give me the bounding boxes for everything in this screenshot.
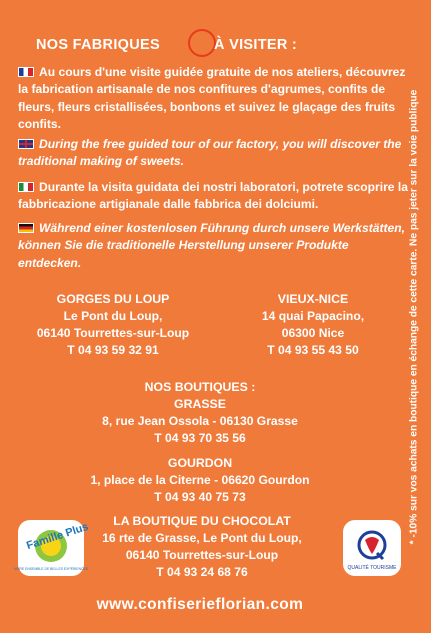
factory-address-line2: 06300 Nice — [281, 326, 345, 340]
shop-gourdon — [40, 455, 360, 506]
shop-grasse — [40, 379, 360, 447]
factory-gorges-du-loup — [18, 291, 208, 359]
famille-plus-subtitle: VIVRE ENSEMBLE DE BELLES EXPÉRIENCES — [13, 567, 89, 571]
shop-address-line2: 06140 Tourrettes-sur-Loup — [125, 548, 279, 562]
shop-address: 1, place de la Citerne - 06620 Gourdon — [90, 473, 310, 487]
qualite-title: QUALITÉ TOURISME — [347, 565, 397, 571]
paragraph-en — [18, 136, 410, 171]
factory-address-line1: Le Pont du Loup, — [63, 309, 163, 323]
text-de: Während einer kostenlosen Führung durch unsere Werkstätten, können Sie die traditionelle Herstellung unserer Produkte entdecken. — [18, 221, 406, 270]
text-it: Durante la visita guidata dei nostri laboratori, potrete scoprire la fabbricazione artigianale dalle fabbrica dei dolciumi. — [18, 180, 408, 212]
qualite-tourisme-logo-graphic — [343, 520, 401, 576]
paragraph-de — [18, 220, 410, 272]
germany-flag-icon — [18, 223, 34, 233]
shop-chocolat — [80, 513, 324, 581]
heading-fabriques: NOS FABRIQUES — [36, 37, 160, 53]
paragraph-it — [18, 179, 410, 214]
shop-name: GRASSE — [174, 397, 226, 411]
circle-decoration — [188, 29, 216, 57]
text-en: During the free guided tour of our factory, you will discover the traditional making of sweets. — [18, 137, 402, 169]
famille-plus-logo — [13, 520, 90, 576]
text-fr: Au cours d'une visite guidée gratuite de nos ateliers, découvrez la fabrication artisanale de nos confitures d'agrumes, confits de fleurs, fleurs cristallisées, bonbons et suivez le glaçage des fruits confits. — [18, 65, 406, 132]
italy-flag-icon — [18, 182, 34, 192]
factory-vieux-nice — [218, 291, 408, 359]
shop-address-line1: 16 rte de Grasse, Le Pont du Loup, — [102, 531, 302, 545]
factory-address-line2: 06140 Tourrettes-sur-Loup — [36, 326, 190, 340]
factory-name: VIEUX-NICE — [277, 292, 349, 306]
paragraph-fr — [18, 64, 410, 134]
france-flag-icon — [18, 67, 34, 77]
sidebar-disclaimer — [402, 0, 426, 633]
famille-plus-title: Famille Plus — [25, 520, 90, 553]
shop-phone: T 04 93 24 68 76 — [156, 565, 248, 579]
qualite-tourisme-logo — [343, 520, 401, 576]
factory-phone: T 04 93 59 32 91 — [67, 343, 159, 357]
shops-title: NOS BOUTIQUES : — [144, 380, 256, 394]
shop-name: LA BOUTIQUE DU CHOCOLAT — [113, 514, 291, 528]
factory-name: GORGES DU LOUP — [56, 292, 170, 306]
factory-phone: T 04 93 55 43 50 — [267, 343, 359, 357]
shop-phone: T 04 93 40 75 73 — [154, 490, 246, 504]
uk-flag-icon — [18, 139, 34, 149]
factory-address-line1: 14 quai Papacino, — [261, 309, 365, 323]
famille-plus-logo-graphic — [13, 520, 90, 576]
disclaimer-text: * -10% sur vos achats en boutique en échange de cette carte. Ne pas jeter sur la voie publique — [408, 89, 420, 544]
shop-name: GOURDON — [167, 456, 233, 470]
website-url: www.confiserieflorian.com — [96, 596, 304, 613]
shop-address: 8, rue Jean Ossola - 06130 Grasse — [102, 414, 298, 428]
heading-visiter: À VISITER : — [214, 37, 298, 53]
shop-phone: T 04 93 70 35 56 — [154, 431, 246, 445]
